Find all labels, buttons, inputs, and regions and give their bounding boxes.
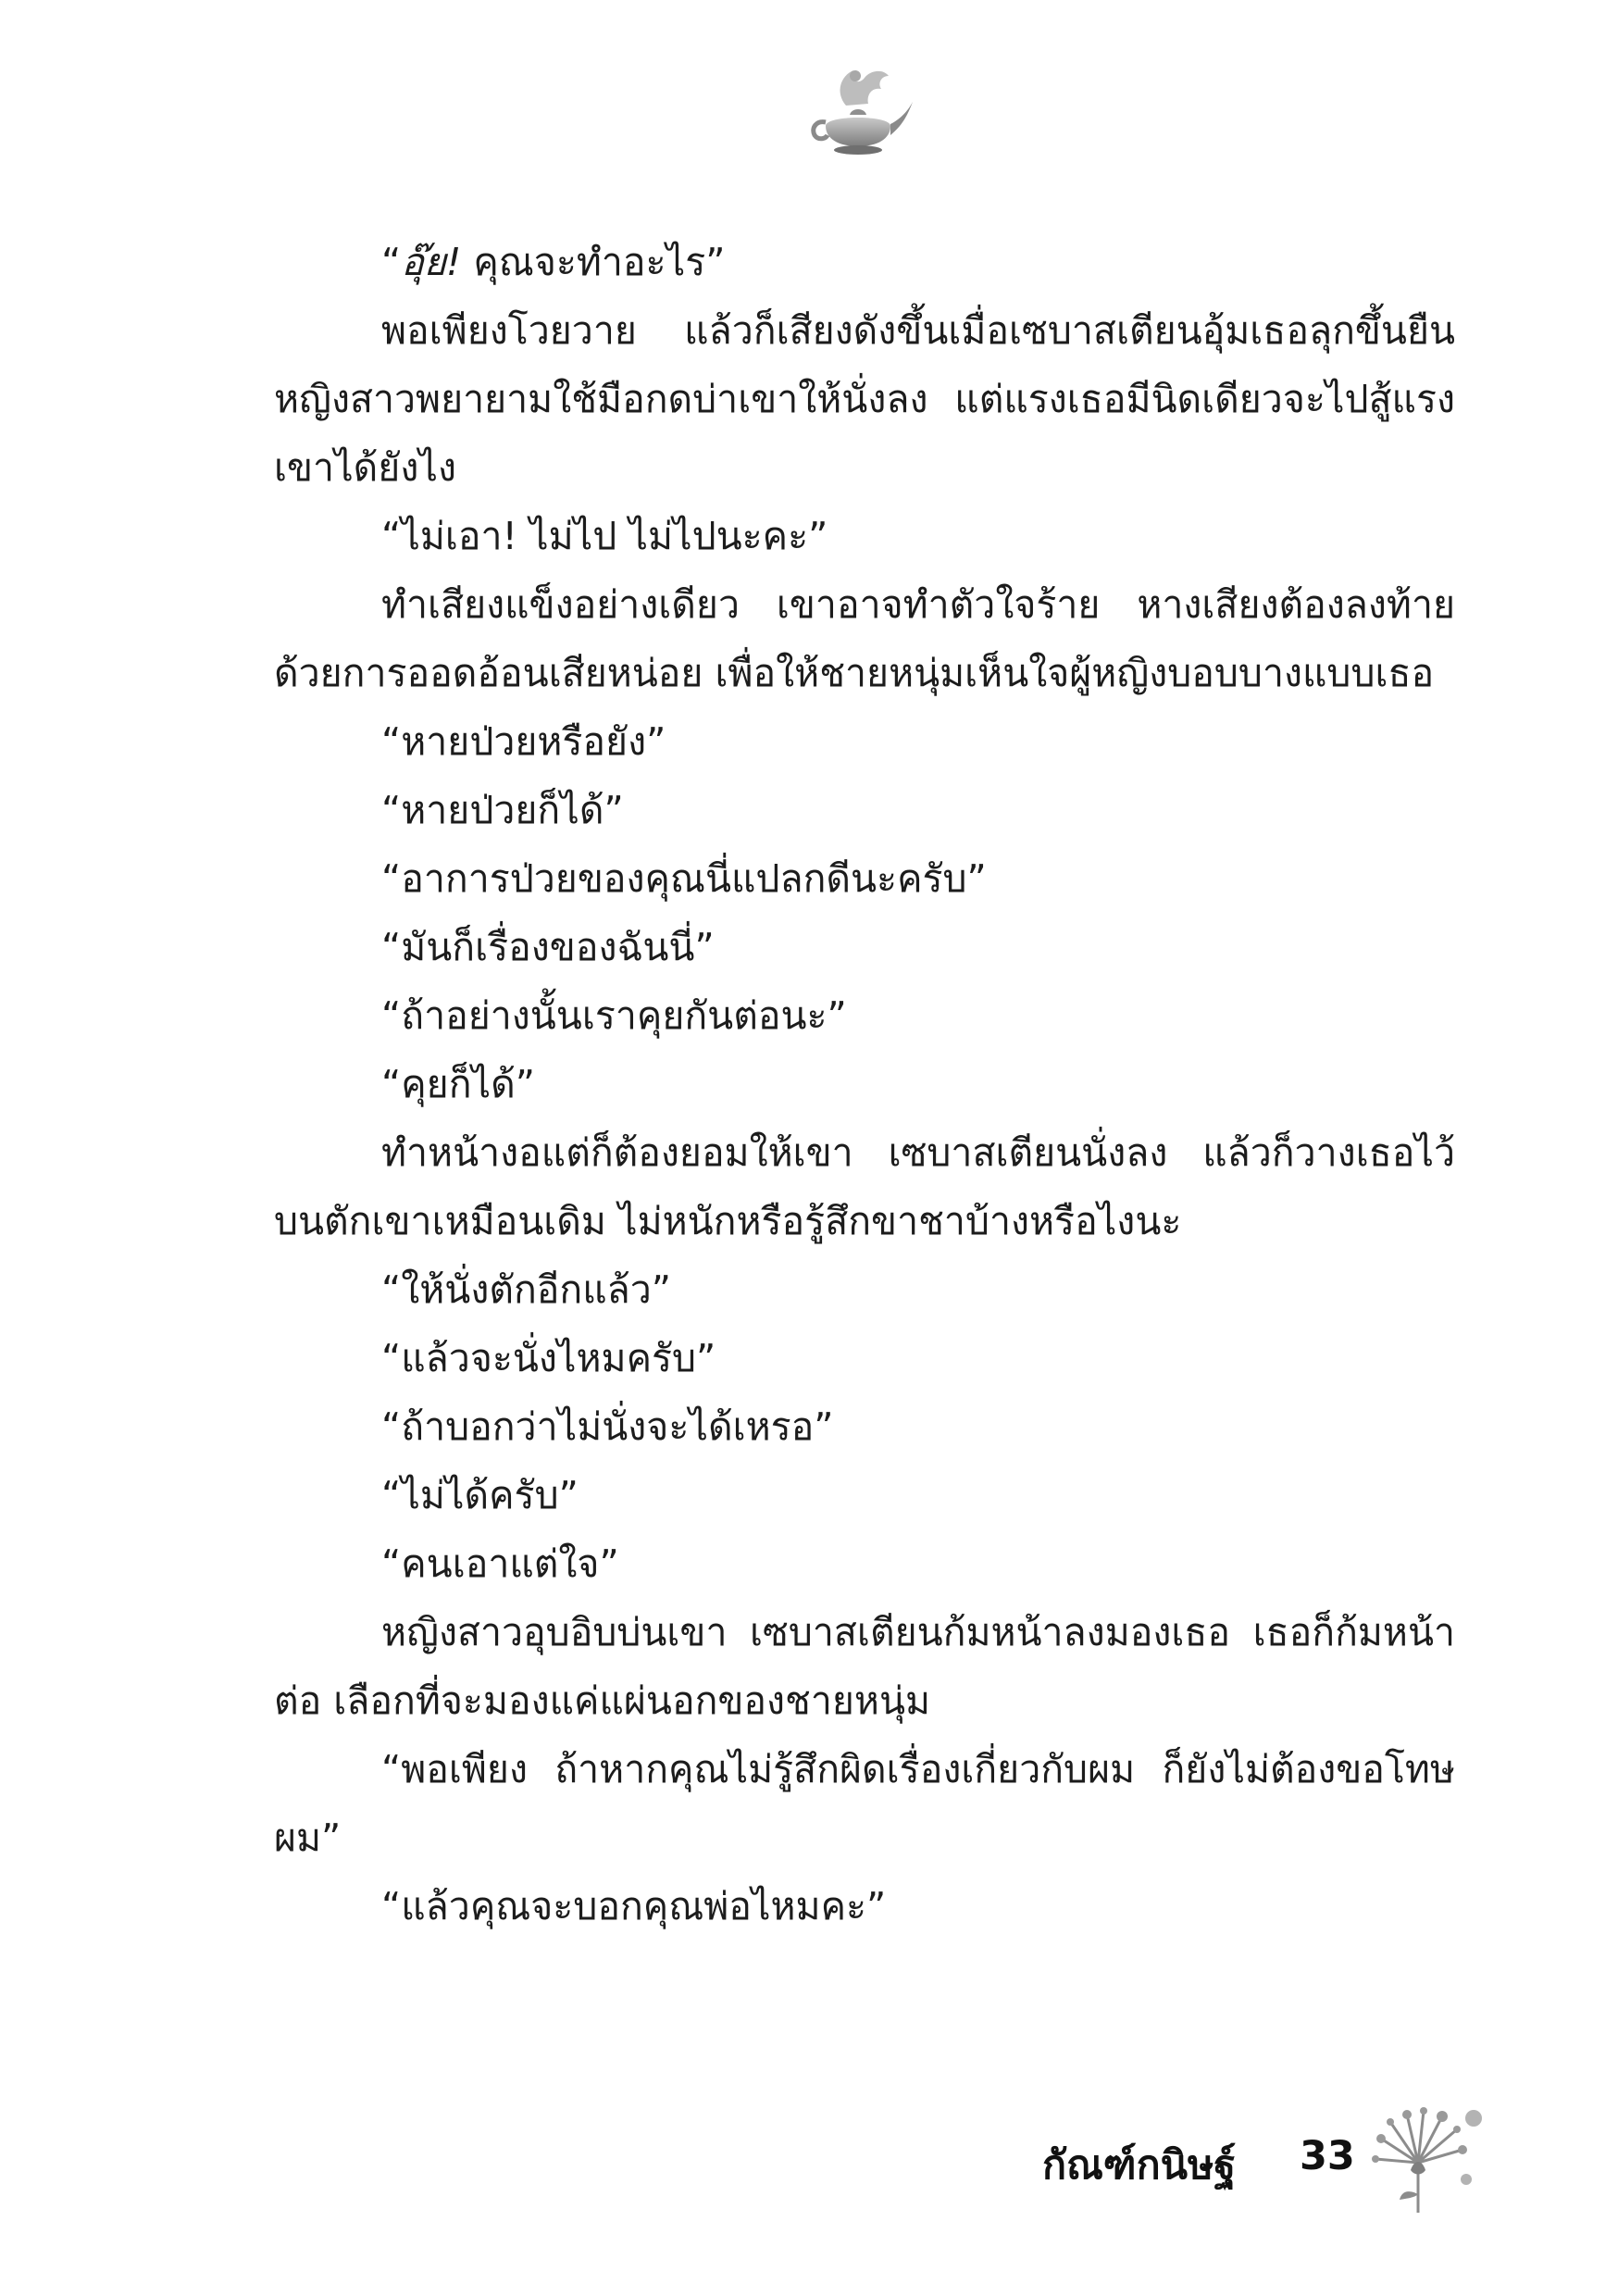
dialogue-line: “มันก็เรื่องของฉันนี่”: [381, 925, 715, 969]
story-text: [274, 228, 1455, 1940]
page-number: 33: [1300, 2133, 1355, 2179]
dialogue-line: “แล้วจะนั่งไหมครับ”: [381, 1336, 716, 1380]
dialogue-line: “แล้วคุณจะบอกคุณพ่อไหมคะ”: [381, 1884, 887, 1928]
dialogue-line: “พอเพียง ถ้าหากคุณไม่รู้สึกผิดเรื่องเกี่ยวกับผม ก็ยังไม่ต้องขอโทษผม”: [274, 1747, 1455, 1860]
dialogue-line: “หายป่วยหรือยัง”: [381, 719, 666, 764]
narration-paragraph: ทำหน้างอแต่ก็ต้องยอมให้เขา เซบาสเตียนนั่งลง แล้วก็วางเธอไว้บนตักเขาเหมือนเดิม ไม่หนักหรือรู้สึกขาชาบ้างหรือไงนะ: [274, 1130, 1455, 1243]
dialogue-line: “ให้นั่งตักอีกแล้ว”: [381, 1267, 672, 1312]
narration-paragraph: ทำเสียงแข็งอย่างเดียว เขาอาจทำตัวใจร้าย หางเสียงต้องลงท้ายด้วยการออดอ้อนเสียหน่อย เพื่อให้ชายหนุ่มเห็นใจผู้หญิงบอบบางแบบเธอ: [274, 582, 1455, 695]
page-footer: [1037, 2102, 1518, 2222]
dialogue-line: “คุยก็ได้”: [381, 1062, 536, 1106]
dialogue-line: “อุ๊ย! คุณจะทำอะไร”: [381, 240, 726, 284]
dialogue-text: คุณจะทำอะไร”: [461, 240, 726, 284]
teapot-genie-icon: [798, 57, 918, 168]
interjection-text: อุ๊ย!: [401, 240, 462, 284]
narration-paragraph: พอเพียงโวยวาย แล้วก็เสียงดังขึ้นเมื่อเซบาสเตียนอุ้มเธอลุกขึ้นยืน หญิงสาวพยายามใช้มือกดบ่าเขาให้นั่งลง แต่แรงเธอมีนิดเดียวจะไปสู้แรงเขาได้ยังไง: [274, 308, 1455, 490]
dialogue-line: “ถ้าบอกว่าไม่นั่งจะได้เหรอ”: [381, 1404, 834, 1449]
dialogue-line: “อาการป่วยของคุณนี่แปลกดีนะครับ”: [381, 856, 987, 901]
narration-paragraph: หญิงสาวอุบอิบบ่นเขา เซบาสเตียนก้มหน้าลงมองเธอ เธอก็ก้มหน้าต่อ เลือกที่จะมองแค่แผ่นอกของชายหนุ่ม: [274, 1610, 1455, 1723]
dialogue-line: “ไม่เอา! ไม่ไป ไม่ไปนะคะ”: [381, 514, 828, 558]
dandelion-flower-icon: [1363, 2102, 1483, 2222]
dialogue-line: “ถ้าอย่างนั้นเราคุยกันต่อนะ”: [381, 993, 847, 1038]
dialogue-line: “หายป่วยก็ได้”: [381, 788, 624, 832]
book-title: กัณฑ์กนิษฐ์: [1042, 2142, 1237, 2189]
dialogue-line: “ไม่ได้ครับ”: [381, 1473, 579, 1517]
dialogue-line: “คนเอาแต่ใจ”: [381, 1541, 619, 1586]
